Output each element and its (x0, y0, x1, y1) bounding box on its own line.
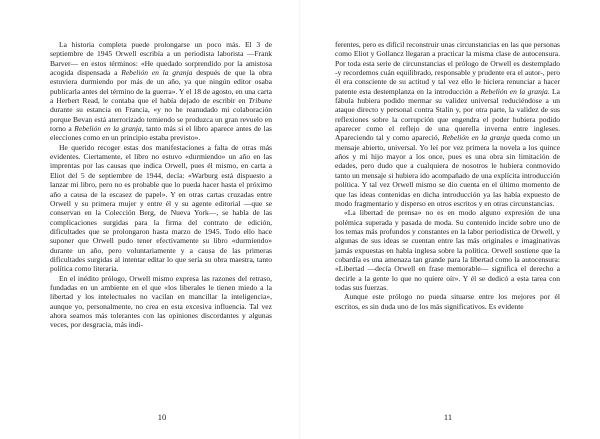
right-page (300, 0, 600, 439)
paragraph: La historia completa puede prolongarse un poco más. El 3 de septiembre de 1945 Orwell escribía a un periodista laborista —Frank Barver— en estos términos: «He quedado sorprendido por la amistosa acogida dispensada a Rebelión en la granja después de que la obra estuviera durmiendo por más de un año, ya que ningún editor osaba publicarla antes del término de la guerra». Y el 18 de agosto, en una carta a Herbert Read, le contaba que el había dejado de escribir en Tribune durante su estancia en Francia, «y no he reanudado mi colaboración porque Bevan está aterrorizado temiendo se produzca un gran revuelo en torno a Rebelión en la granja, tanto más si el libro aparece antes de las elecciones como en un principio estaba previsto». (50, 40, 273, 143)
paragraph: «La libertad de prensa» no es en modo alguno expresión de una polémica superada y pasada de moda. Su contenido incide sobre uno de los temas más profundos y constantes en la labor periodística de Orwell, y algunas de sus ideas se cuentan entre las más originales e imaginativas jamás expuestas en habla inglesa sobre la política. Orwell sostiene que la cobardía es una amenaza tan grande para la libertad como la autocensura: «Libertad —decía Orwell en frase memorable— significa el derecho a decirle a la gente lo que no quiere oír». Y él se dedicó a esta tarea con todas sus fuerzas. (335, 208, 560, 292)
page-number: 10 (157, 412, 167, 422)
paragraph: He querido recoger estas dos manifestaciones a falta de otras más evidentes. Ciertamente, el libro no estuvo «durmiendo» un año en las imprentas por las causas que indica Orwell, pues él mismo, en carta a Eliot del 5 de septiembre de 1944, decía: «Warburg está dispuesto a lanzar mi libro, pero no es probable que lo pueda hacer hasta el próximo año a causa de la escasez de papel». Y en otras cartas cruzadas entre Orwell y su primera mujer y entre él y su agente editorial —que se conservan en la Colección Berg, de Nueva York—, se habla de las complicaciones surgidas para la firma del contrato de edición, dificultades que se prolongaron hasta marzo de 1945. Todo ello hace suponer que Orwell pudo tener efectivamente su libro «durmiendo» durante un año, pero voluntariamente y a causa de las primeras dificultades surgidas al intentar editar lo que sería su obra maestra, tanto política como literaria. (50, 142, 272, 274)
paragraph: ferentes, pero es difícil reconstruir unas circunstancias en las que personas como Eliot y Gollancz llegaran a practicar la misma clase de autocensura. Por toda esta serie de circunstancias el prólogo de Orwell es destemplado -y recordemos cuán equilibrado, responsable y prudente era el autor-, pero él era consciente de su actitud y tal vez ello le hiciera renunciar a hacer patente esta destemplanza en la introducción a Rebelión en la granja. La fábula hubiera podido mermar su validez universal reduciéndose a un ataque directo y personal contra Stalin y, por otra parte, la validez de sus reflexiones sobre la corrupción que engendra el poder hubiera podido aparecer como el reflejo de una querella inverna entre ingleses. Apareciendo tal y como apareció, Rebelión en la granja queda como un mensaje abierto, universal. Yo leí por vez primera la novela a los quince años y mi hijo mayor a los once, pues es una obra sin limitación de edades, pero dudo que a cualquiera de nosotros le hubiera conmovido tanto un mensaje si hubiera ido acompañado de una explícita introducción política. Y tal vez Orwell mismo se dio cuenta en el último momento de que las ideas contenidas en dicha introducción ya las había expuesto de modo fragmentario y disperso en otros escritos y en otras circunstancias. (335, 40, 561, 208)
page-number: 11 (443, 412, 453, 422)
left-page-text (50, 40, 272, 330)
paragraph: Aunque este prólogo no pueda situarse entre los mejores por él escritos, es sin duda uno de los más significativos. Es evidente (335, 292, 560, 311)
paragraph: En el inédito prólogo, Orwell mismo expresa las razones del retraso, fundadas en un ambiente en el que «los liberales le tienen miedo a la libertad y los intelectuales no vacilan en mancillar la inteligencia», aunque yo, personalmente, no crea en esta excesiva influencia. Tal vez ahora seamos más tolerantes con las opiniones discordantes y algunas veces, por desgracia, más indi- (50, 273, 272, 330)
right-page-text (335, 40, 560, 311)
